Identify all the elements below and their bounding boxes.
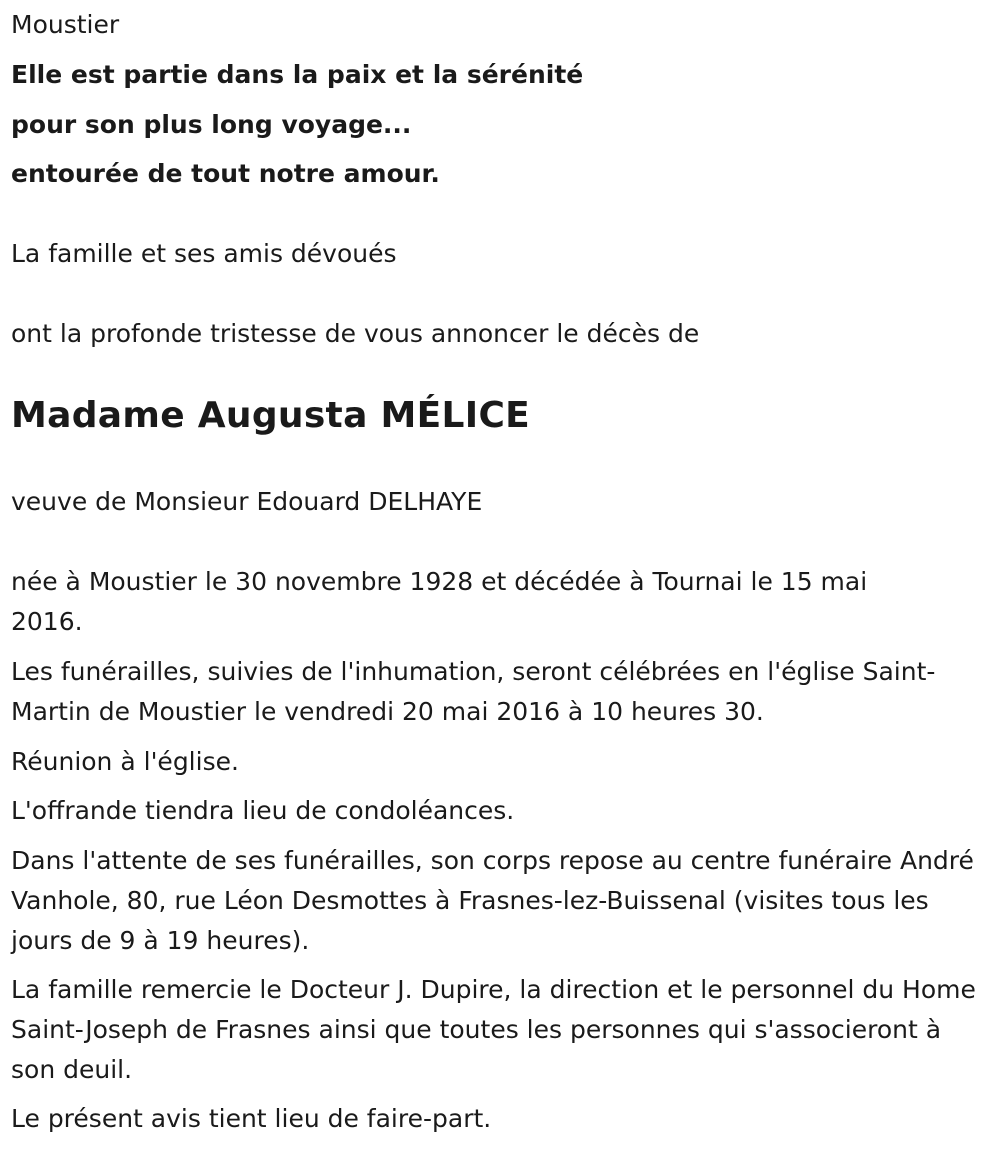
funeral-paragraph: Les funérailles, suivies de l'inhumation, seront célébrées en l'église Saint-Martin de Moustier le vendredi 20 mai 2016 à 10 heures 30. [11,657,936,726]
family-line: La famille et ses amis dévoués [11,239,397,268]
gathering-line: Réunion à l'église. [11,747,239,776]
offering-line: L'offrande tiendra lieu de condoléances. [11,796,515,825]
verse-line-3: entourée de tout notre amour. [11,159,440,188]
verse-line-2: pour son plus long voyage... [11,110,412,139]
thanks-paragraph: La famille remercie le Docteur J. Dupire, la direction et le personnel du Home Saint-Joseph de Frasnes ainsi que toutes les personnes qui s'associeront à son deuil. [11,975,976,1084]
widow-of-line: veuve de Monsieur Edouard DELHAYE [11,487,483,516]
notice-line: Le présent avis tient lieu de faire-part. [11,1104,492,1133]
visitation-paragraph: Dans l'attente de ses funérailles, son corps repose au centre funéraire André Vanhole, 80, rue Léon Desmottes à Frasnes-lez-Buissenal (visites tous les jours de 9 à 19 heures). [11,846,974,955]
birth-death-paragraph: née à Moustier le 30 novembre 1928 et décédée à Tournai le 15 mai 2016. [11,567,868,636]
place-name: Moustier [11,10,120,39]
deceased-name: Madame Augusta MÉLICE [11,395,531,436]
verse-line-1: Elle est partie dans la paix et la sérénité [11,60,584,89]
announcement-intro: ont la profonde tristesse de vous annoncer le décès de [11,319,700,348]
